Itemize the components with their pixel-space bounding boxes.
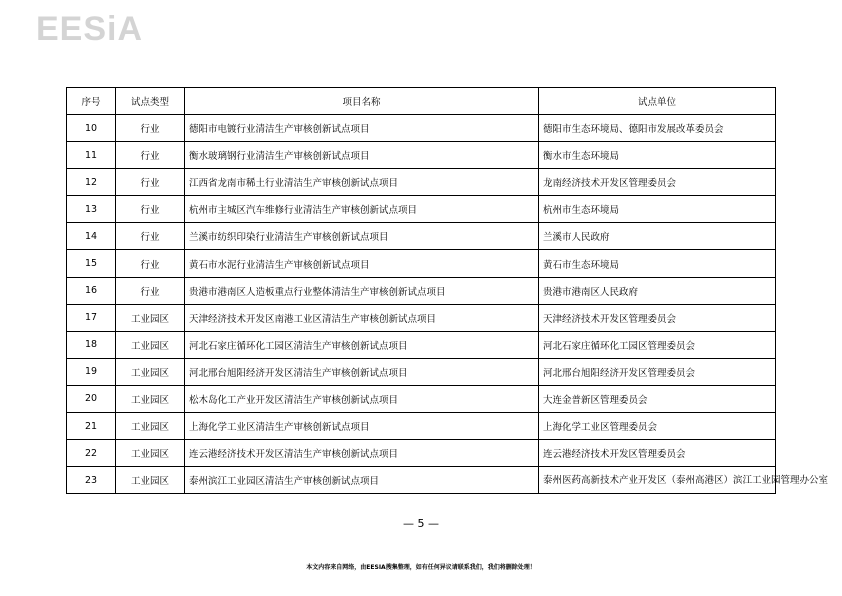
table-row: [67, 223, 776, 250]
cell-project-name: 贵港市港南区人造板重点行业整体清洁生产审核创新试点项目: [185, 277, 539, 304]
cell-pilot-type: 行业: [116, 115, 185, 142]
cell-project-name: 衡水玻璃钢行业清洁生产审核创新试点项目: [185, 142, 539, 169]
cell-pilot-type: 工业园区: [116, 331, 185, 358]
page-number: — 5 —: [403, 517, 439, 530]
cell-pilot-unit: 兰溪市人民政府: [539, 223, 776, 250]
header-serial-number: 序号: [67, 88, 116, 115]
cell-project-name: 黄石市水泥行业清洁生产审核创新试点项目: [185, 250, 539, 277]
cell-serial-number: 21: [67, 413, 116, 440]
table-row: [67, 250, 776, 277]
cell-pilot-unit: 黄石市生态环境局: [539, 250, 776, 277]
cell-serial-number: 19: [67, 358, 116, 385]
header-pilot-unit: 试点单位: [539, 88, 776, 115]
cell-serial-number: 18: [67, 331, 116, 358]
table-row: [67, 277, 776, 304]
cell-project-name: 杭州市主城区汽车维修行业清洁生产审核创新试点项目: [185, 196, 539, 223]
cell-project-name: 泰州滨江工业园区清洁生产审核创新试点项目: [185, 467, 539, 494]
cell-pilot-unit: 上海化学工业区管理委员会: [539, 413, 776, 440]
cell-serial-number: 17: [67, 304, 116, 331]
cell-pilot-type: 行业: [116, 196, 185, 223]
cell-pilot-type: 行业: [116, 250, 185, 277]
cell-pilot-unit: 河北邢台旭阳经济开发区管理委员会: [539, 358, 776, 385]
cell-pilot-unit: 大连金普新区管理委员会: [539, 385, 776, 412]
cell-pilot-unit: 杭州市生态环境局: [539, 196, 776, 223]
table-row: [67, 467, 776, 494]
cell-pilot-unit: 天津经济技术开发区管理委员会: [539, 304, 776, 331]
table-row: [67, 413, 776, 440]
table-header-row: [67, 88, 776, 115]
header-pilot-type: 试点类型: [116, 88, 185, 115]
table-body: [67, 115, 829, 494]
cell-pilot-type: 工业园区: [116, 440, 185, 467]
table-row: [67, 385, 776, 412]
cell-serial-number: 11: [67, 142, 116, 169]
cell-pilot-type: 工业园区: [116, 413, 185, 440]
cell-serial-number: 14: [67, 223, 116, 250]
cell-project-name: 连云港经济技术开发区清洁生产审核创新试点项目: [185, 440, 539, 467]
cell-pilot-unit: 连云港经济技术开发区管理委员会: [539, 440, 776, 467]
cell-serial-number: 13: [67, 196, 116, 223]
cell-pilot-unit: 泰州医药高新技术产业开发区（泰州高港区）滨江工业园管理办公室: [539, 467, 776, 494]
cell-project-name: 河北邢台旭阳经济开发区清洁生产审核创新试点项目: [185, 358, 539, 385]
cell-project-name: 天津经济技术开发区南港工业区清洁生产审核创新试点项目: [185, 304, 539, 331]
cell-project-name: 兰溪市纺织印染行业清洁生产审核创新试点项目: [185, 223, 539, 250]
cell-serial-number: 15: [67, 250, 116, 277]
cell-serial-number: 10: [67, 115, 116, 142]
eesia-watermark-logo: EESiA: [36, 10, 144, 48]
table-row: [67, 358, 776, 385]
table-row: [67, 196, 776, 223]
cell-pilot-unit: 贵港市港南区人民政府: [539, 277, 776, 304]
header-project-name: 项目名称: [185, 88, 539, 115]
cell-pilot-type: 工业园区: [116, 304, 185, 331]
table-row: [67, 115, 776, 142]
footer-disclaimer: 本文内容来自网络，由EESIA搜集整理，如有任何异议请联系我们，我们将删除处理！: [306, 564, 536, 571]
cell-project-name: 河北石家庄循环化工园区清洁生产审核创新试点项目: [185, 331, 539, 358]
cell-pilot-unit: 德阳市生态环境局、德阳市发展改革委员会: [539, 115, 776, 142]
cell-pilot-type: 行业: [116, 277, 185, 304]
cell-pilot-type: 工业园区: [116, 358, 185, 385]
cell-project-name: 江西省龙南市稀土行业清洁生产审核创新试点项目: [185, 169, 539, 196]
cell-serial-number: 23: [67, 467, 116, 494]
cell-pilot-type: 行业: [116, 223, 185, 250]
cell-pilot-unit: 衡水市生态环境局: [539, 142, 776, 169]
pilot-projects-table: [66, 87, 829, 494]
cell-pilot-type: 行业: [116, 142, 185, 169]
cell-serial-number: 16: [67, 277, 116, 304]
cell-pilot-unit: 河北石家庄循环化工园区管理委员会: [539, 331, 776, 358]
cell-project-name: 松木岛化工产业开发区清洁生产审核创新试点项目: [185, 385, 539, 412]
cell-project-name: 德阳市电镀行业清洁生产审核创新试点项目: [185, 115, 539, 142]
cell-project-name: 上海化学工业区清洁生产审核创新试点项目: [185, 413, 539, 440]
table-row: [67, 440, 776, 467]
cell-serial-number: 20: [67, 385, 116, 412]
cell-pilot-type: 工业园区: [116, 385, 185, 412]
cell-pilot-type: 工业园区: [116, 467, 185, 494]
table-row: [67, 169, 776, 196]
table-row: [67, 142, 776, 169]
cell-pilot-type: 行业: [116, 169, 185, 196]
cell-serial-number: 22: [67, 440, 116, 467]
cell-serial-number: 12: [67, 169, 116, 196]
cell-pilot-unit: 龙南经济技术开发区管理委员会: [539, 169, 776, 196]
table-row: [67, 331, 776, 358]
table-row: [67, 304, 776, 331]
